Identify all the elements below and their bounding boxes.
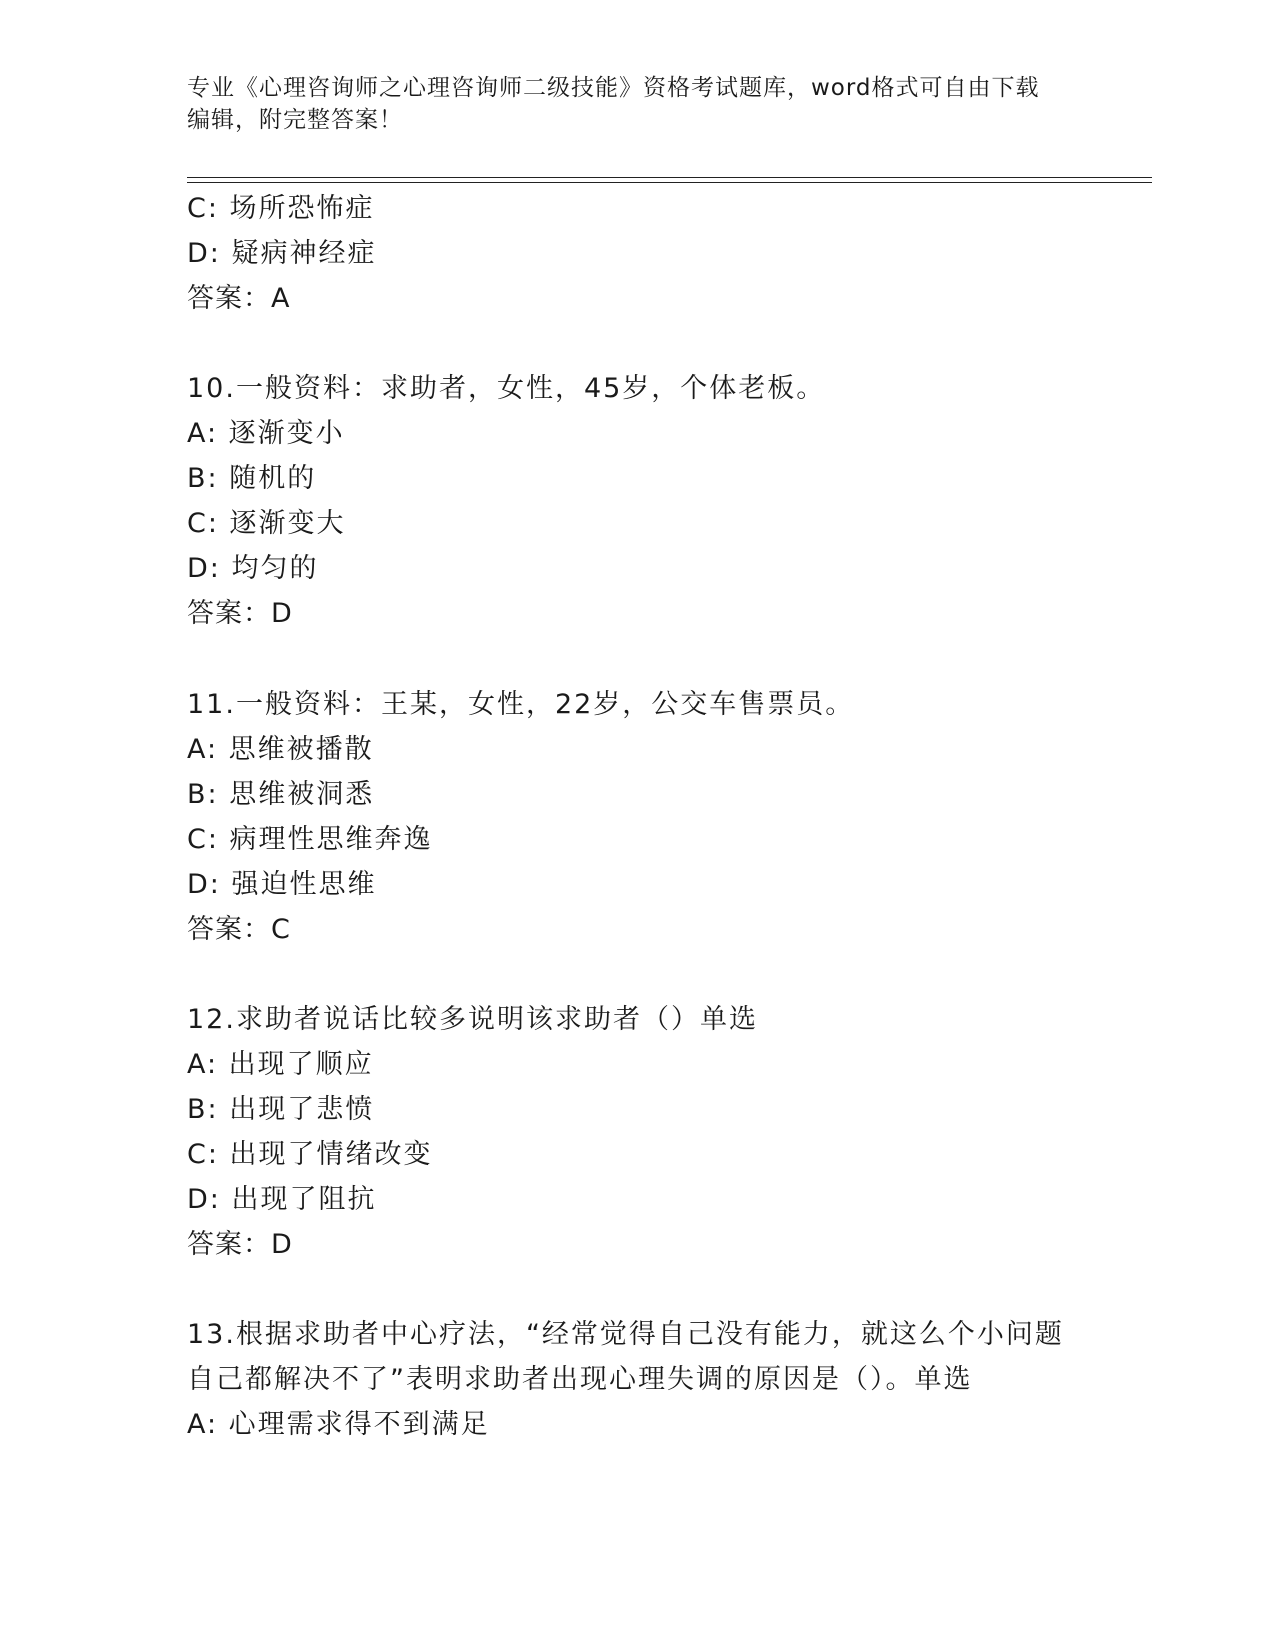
question-12: 12.求助者说话比较多说明该求助者（）单选 <box>187 1004 758 1035</box>
option-c: C: 场所恐怖症 <box>187 193 375 224</box>
option-c: C: 出现了情绪改变 <box>187 1139 433 1170</box>
header-divider-top <box>187 177 1152 178</box>
question-13: 13.根据求助者中心疗法，“经常觉得自己没有能力，就这么个小问题 <box>187 1319 1064 1350</box>
option-d: D: 出现了阻抗 <box>187 1184 377 1215</box>
document-header <box>187 72 1067 136</box>
answer-line: 答案：A <box>187 283 291 314</box>
header-line-1: 专业《心理咨询师之心理咨询师二级技能》资格考试题库，word格式可自由下载 <box>187 75 1040 101</box>
option-a: A: 逐渐变小 <box>187 418 345 449</box>
header-line-2: 编辑，附完整答案！ <box>187 107 403 133</box>
option-a: A: 思维被播散 <box>187 734 374 765</box>
question-11: 11.一般资料：王某，女性，22岁，公交车售票员。 <box>187 689 855 720</box>
option-b: B: 出现了悲愤 <box>187 1094 375 1125</box>
question-10: 10.一般资料：求助者，女性，45岁，个体老板。 <box>187 373 826 404</box>
option-d: D: 均匀的 <box>187 553 319 584</box>
answer-line: 答案：D <box>187 598 293 629</box>
option-d: D: 疑病神经症 <box>187 238 377 269</box>
option-a: A: 出现了顺应 <box>187 1049 374 1080</box>
answer-line: 答案：D <box>187 1229 293 1260</box>
question-13-continued: 自己都解决不了”表明求助者出现心理失调的原因是（）。单选 <box>187 1364 973 1395</box>
header-divider-bottom <box>187 182 1152 183</box>
option-c: C: 逐渐变大 <box>187 508 346 539</box>
answer-line: 答案：C <box>187 914 291 945</box>
option-a: A: 心理需求得不到满足 <box>187 1409 490 1440</box>
option-b: B: 随机的 <box>187 463 317 494</box>
option-c: C: 病理性思维奔逸 <box>187 824 433 855</box>
option-d: D: 强迫性思维 <box>187 869 377 900</box>
option-b: B: 思维被洞悉 <box>187 779 375 810</box>
